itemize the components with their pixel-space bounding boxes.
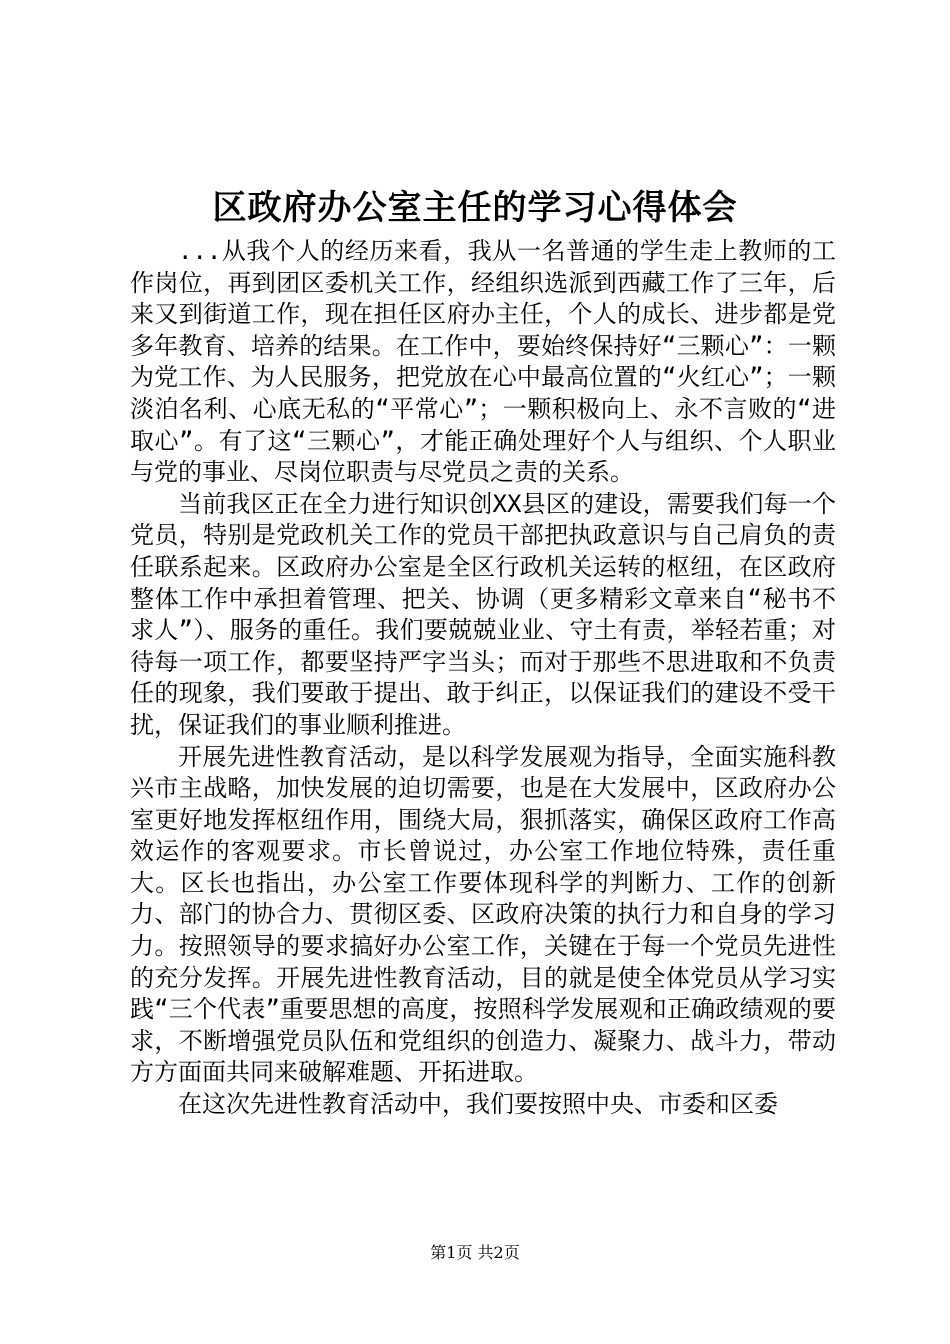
document-title: 区政府办公室主任的学习心得体会 bbox=[212, 188, 738, 228]
paragraph-2: 当前我区正在全力进行知识创XX县区的建设，需要我们每一个党员，特别是党政机关工作的党员干部把执政意识与自己肩负的责任联系起来。区政府办公室是全区行政机关运转的枢纽，在区政府整体工作中承担着管理、把关、协调（更多精彩文章来自“秘书不求人”）、服务的重任。我们要兢兢业业、守土有责，举轻若重；对待每一项工作，都要坚持严字当头；而对于那些不思进取和不负责任的现象，我们要敢于提出、敢于纠正，以保证我们的建设不受干扰，保证我们的事业顺利推进。 bbox=[130, 489, 836, 739]
paragraph-4: 在这次先进性教育活动中，我们要按照中央、市委和区委 bbox=[178, 1090, 778, 1119]
paragraph-3: 开展先进性教育活动，是以科学发展观为指导，全面实施科教兴市主战略，加快发展的迫切需要，也是在大发展中，区政府办公室更好地发挥枢纽作用，围绕大局，狠抓落实，确保区政府工作高效运作的客观要求。市长曾说过，办公室工作地位特殊，责任重大。区长也指出，办公室工作要体现科学的判断力、工作的创新力、部门的协合力、贯彻区委、区政府决策的执行力和自身的学习力。按照领导的要求搞好办公室工作，关键在于每一个党员先进性的充分发挥。开展先进性教育活动，目的就是使全体党员从学习实践“三个代表”重要思想的高度，按照科学发展观和正确政绩观的要求，不断增强党员队伍和党组织的创造力、凝聚力、战斗力，带动方方面面共同来破解难题、开拓进取。 bbox=[130, 742, 836, 1087]
document-body bbox=[130, 236, 836, 1121]
paragraph-1: ...从我个人的经历来看，我从一名普通的学生走上教师的工作岗位，再到团区委机关工作，经组织选派到西藏工作了三年，后来又到街道工作，现在担任区府办主任，个人的成长、进步都是党多年教育、培养的结果。在工作中，要始终保持好“三颗心”：一颗为党工作、为人民服务，把党放在心中最高位置的“火红心”；一颗淡泊名利、心底无私的“平常心”；一颗积极向上、永不言败的“进取心”。有了这“三颗心”，才能正确处理好个人与组织、个人职业与党的事业、尽岗位职责与尽党员之责的关系。 bbox=[130, 237, 836, 487]
page-number-footer: 第1页 共2页 bbox=[430, 1243, 520, 1262]
